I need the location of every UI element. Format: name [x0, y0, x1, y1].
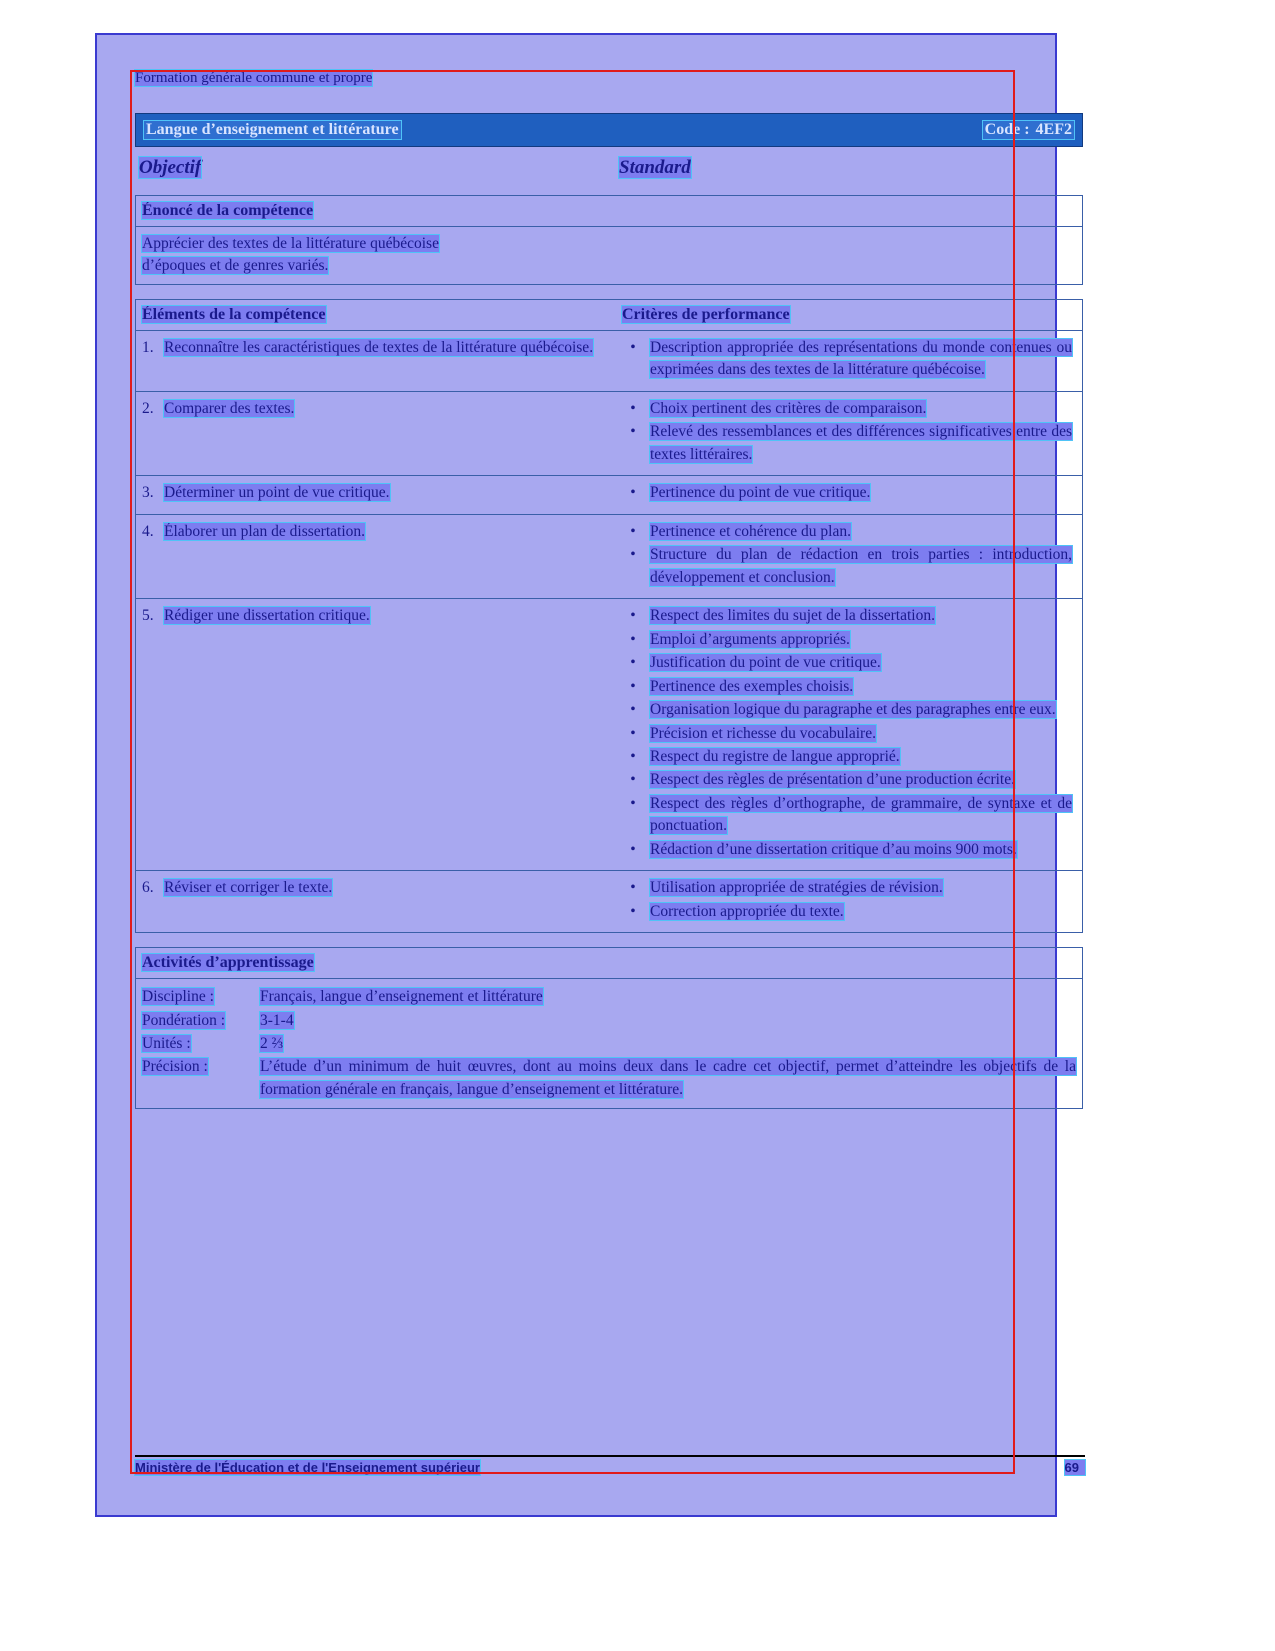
table-row [136, 331, 1082, 392]
criteria-cell [616, 871, 1082, 932]
element-number: 5. [142, 607, 154, 625]
criteria-text: Précision et richesse du vocabulaire. [650, 724, 876, 742]
footer-page-number: 69 [1065, 1460, 1085, 1475]
bullet-icon: • [630, 399, 636, 417]
competence-heading-row [136, 300, 1082, 331]
element-item [142, 482, 608, 504]
element-text: Élaborer un plan de dissertation. [164, 522, 366, 540]
document-content [135, 70, 1085, 1123]
criteria-item [616, 482, 1072, 504]
activites-value: 3-1-4 [260, 1011, 294, 1029]
footer-ministry: Ministère de l'Éducation et de l'Enseignement supérieur [135, 1460, 480, 1475]
criteria-text: Pertinence du point de vue critique. [650, 484, 871, 502]
criteria-text: Respect des règles de présentation d’une production écrite. [650, 771, 1015, 789]
criteria-text: Emploi d’arguments appropriés. [650, 630, 850, 648]
course-code-value: 4EF2 [1035, 121, 1072, 138]
activites-label: Discipline : [142, 988, 214, 1006]
element-cell [136, 871, 616, 932]
bullet-icon: • [630, 724, 636, 742]
footer-divider [135, 1455, 1085, 1457]
bullet-icon: • [630, 677, 636, 695]
element-item [142, 605, 608, 627]
criteria-text: Organisation logique du paragraphe et des paragraphes entre eux. [650, 701, 1056, 719]
criteria-text: Choix pertinent des critères de comparaison. [650, 399, 927, 417]
criteria-item [616, 877, 1072, 899]
standard-header-cell [619, 157, 691, 179]
competence-block [135, 299, 1083, 933]
bullet-icon: • [630, 630, 636, 648]
element-text: Comparer des textes. [164, 399, 295, 417]
criteria-item [616, 676, 1072, 698]
enonce-heading: Énoncé de la compétence [142, 202, 314, 219]
bullet-icon: • [630, 794, 636, 812]
bullet-icon: • [630, 771, 636, 789]
criteria-item [616, 544, 1072, 589]
criteria-text: Pertinence et cohérence du plan. [650, 522, 851, 540]
element-cell [136, 392, 616, 475]
bullet-icon: • [630, 522, 636, 540]
bullet-icon: • [630, 607, 636, 625]
criteria-item [616, 769, 1072, 791]
activites-label: Unités : [142, 1034, 191, 1052]
activites-value: L’étude d’un minimum de huit œuvres, dont au moins deux dans le cadre cet objectif, permet d’atteindre les objectifs de la formation générale en français, langue d’enseignement et littérature. [260, 1058, 1076, 1099]
course-code-label: Code : [984, 121, 1030, 138]
criteria-item [616, 723, 1072, 745]
standard-label: Standard [619, 157, 691, 178]
criteria-item [616, 398, 1072, 420]
criteria-text: Utilisation appropriée de stratégies de révision. [650, 879, 943, 897]
activites-value: Français, langue d’enseignement et littérature [260, 988, 543, 1006]
bullet-icon: • [630, 484, 636, 502]
element-cell [136, 599, 616, 870]
element-text: Rédiger une dissertation critique. [164, 607, 370, 625]
activites-line [142, 985, 1076, 1008]
discipline-name: Langue d’enseignement et littérature [146, 121, 399, 138]
activites-line [142, 1032, 1076, 1055]
table-row [136, 599, 1082, 871]
criteria-text: Respect du registre de langue approprié. [650, 747, 900, 765]
activites-line [142, 1055, 1076, 1102]
criteria-item [616, 746, 1072, 768]
criteres-heading: Critères de performance [622, 305, 790, 323]
enonce-text-line2: d’époques et de genres variés. [142, 257, 329, 275]
table-row [136, 392, 1082, 476]
criteria-cell [616, 331, 1082, 391]
criteria-item [616, 605, 1072, 627]
element-item [142, 398, 608, 420]
criteria-text: Respect des règles d’orthographe, de grammaire, de syntaxe et de ponctuation. [650, 794, 1072, 835]
criteria-text: Rédaction d’une dissertation critique d’au moins 900 mots. [650, 840, 1017, 858]
bullet-icon: • [630, 546, 636, 564]
criteria-cell [616, 392, 1082, 475]
course-code [983, 121, 1074, 139]
enonce-heading-band [136, 196, 1082, 227]
criteria-item [616, 901, 1072, 923]
criteria-cell [616, 476, 1082, 513]
criteria-text: Relevé des ressemblances et des différences significatives entre des textes littéraires. [650, 423, 1072, 463]
criteria-text: Description appropriée des représentations du monde contenues ou exprimées dans des textes de la littérature québécoise. [650, 338, 1072, 379]
criteria-item [616, 629, 1072, 651]
bullet-icon: • [630, 701, 636, 719]
objectif-label: Objectif [139, 157, 202, 178]
element-number: 4. [142, 522, 154, 540]
enonce-text-line1: Apprécier des textes de la littérature québécoise [142, 235, 439, 252]
activites-label: Pondération : [142, 1011, 226, 1029]
table-row [136, 476, 1082, 514]
table-row [136, 871, 1082, 932]
enonce-text [136, 227, 1082, 284]
bullet-icon: • [630, 747, 636, 765]
element-number: 2. [142, 399, 154, 417]
activites-heading: Activités d’apprentissage [142, 954, 314, 972]
table-row [136, 515, 1082, 599]
criteria-text: Pertinence des exemples choisis. [650, 677, 854, 695]
criteria-item [616, 521, 1072, 543]
element-cell [136, 515, 616, 598]
element-cell [136, 476, 616, 513]
bullet-icon: • [630, 423, 636, 441]
criteria-item [616, 793, 1072, 838]
element-text: Réviser et corriger le texte. [164, 879, 333, 897]
criteria-text: Respect des limites du sujet de la dissertation. [650, 607, 935, 625]
competence-heading-left-cell [142, 306, 622, 324]
bullet-icon: • [630, 654, 636, 672]
activites-line [142, 1009, 1076, 1032]
criteria-item [616, 652, 1072, 674]
bullet-icon: • [630, 879, 636, 897]
section-kicker-text: Formation générale commune et propre [135, 70, 373, 86]
section-kicker [135, 70, 1085, 87]
elements-heading: Éléments de la compétence [142, 305, 326, 323]
criteria-cell [616, 599, 1082, 870]
activites-body [136, 979, 1082, 1107]
element-text: Reconnaître les caractéristiques de textes de la littérature québécoise. [164, 338, 594, 356]
activites-value: 2 ⅔ [260, 1034, 284, 1052]
criteria-text: Correction appropriée du texte. [650, 902, 844, 920]
element-item [142, 337, 608, 359]
criteria-item [616, 337, 1072, 382]
discipline-title-bar [135, 113, 1083, 147]
objectif-header-cell [139, 157, 619, 179]
element-number: 6. [142, 879, 154, 897]
bullet-icon: • [630, 338, 636, 356]
competence-heading-right-cell [622, 306, 1076, 324]
element-number: 1. [142, 338, 154, 356]
enonce-block [135, 195, 1083, 285]
bullet-icon: • [630, 902, 636, 920]
criteria-text: Justification du point de vue critique. [650, 654, 881, 672]
element-cell [136, 331, 616, 391]
element-item [142, 877, 608, 899]
activites-label: Précision : [142, 1058, 208, 1075]
element-number: 3. [142, 484, 154, 502]
bullet-icon: • [630, 840, 636, 858]
activites-block [135, 947, 1083, 1108]
element-item [142, 521, 608, 543]
criteria-item [616, 839, 1072, 861]
criteria-cell [616, 515, 1082, 598]
criteria-item [616, 421, 1072, 466]
objectif-standard-header [135, 157, 1085, 179]
criteria-item [616, 699, 1072, 721]
activites-heading-band [136, 948, 1082, 979]
page-footer [135, 1455, 1085, 1475]
element-text: Déterminer un point de vue critique. [164, 484, 390, 502]
criteria-text: Structure du plan de rédaction en trois parties : introduction, développement et conclusion. [650, 546, 1072, 586]
